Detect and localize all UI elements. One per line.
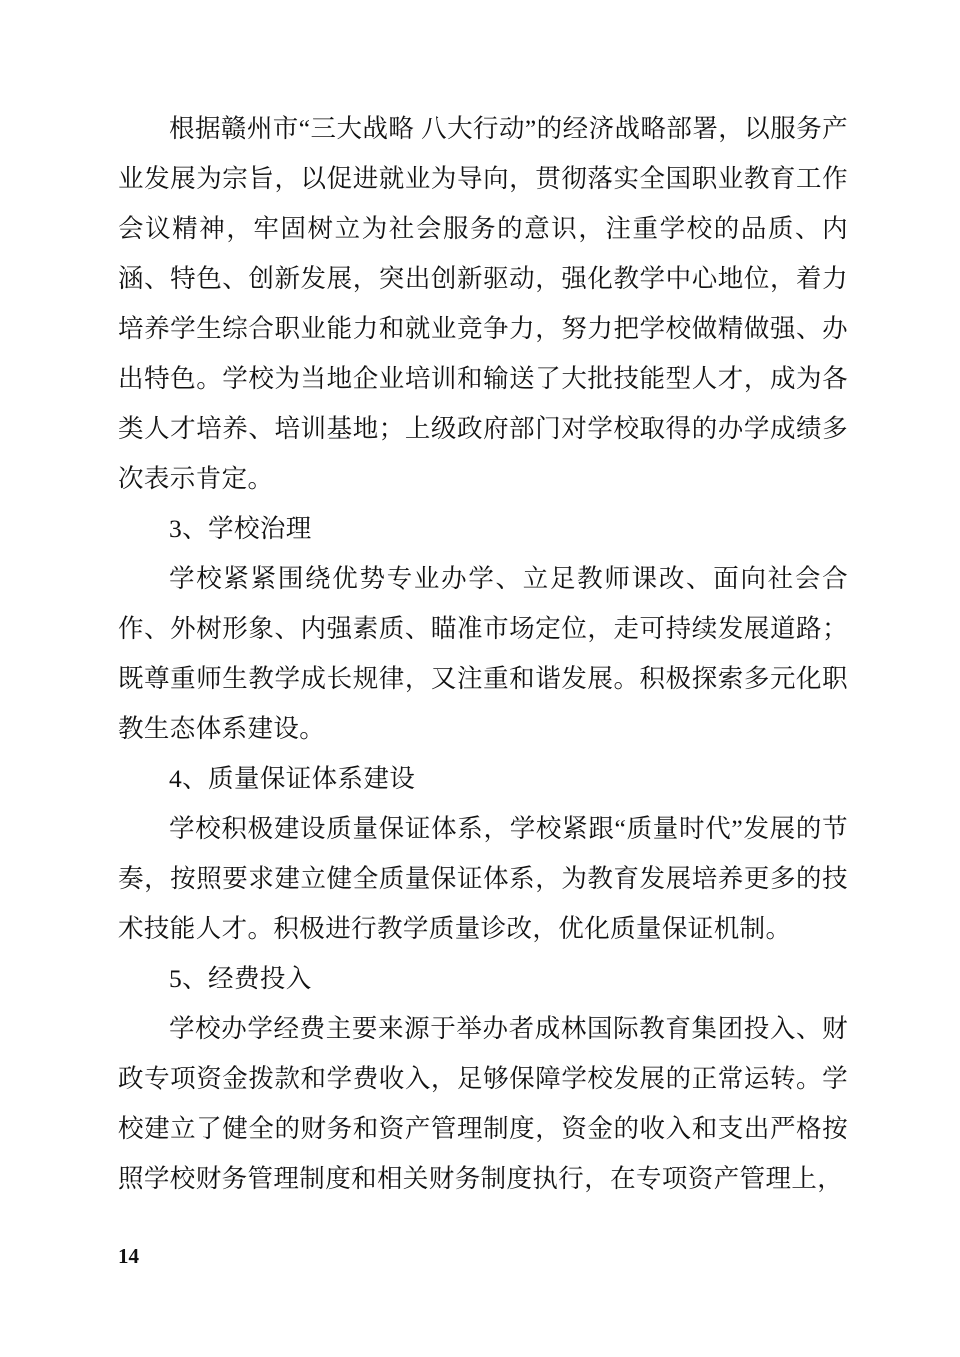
paragraph-strategy: 根据赣州市“三大战略 八大行动”的经济战略部署，以服务产业发展为宗旨，以促进就业为导向，贯彻落实全国职业教育工作会议精神，牢固树立为社会服务的意识，注重学校的品质、内涵、特色、创新发展，突出创新驱动，强化教学中心地位，着力培养学生综合职业能力和就业竞争力，努力把学校做精做强、办出特色。学校为当地企业培训和输送了大批技能型人才，成为各类人才培养、培训基地；上级政府部门对学校取得的办学成绩多次表示肯定。 [118,114,848,493]
paragraph-funding-investment: 学校办学经费主要来源于举办者成林国际教育集团投入、财政专项资金拨款和学费收入，足够保障学校发展的正常运转。学校建立了健全的财务和资产管理制度，资金的收入和支出严格按照学校财务管理制度和相关财务制度执行，在专项资产管理上， [118,1014,848,1193]
paragraph-quality-assurance: 学校积极建设质量保证体系，学校紧跟“质量时代”发展的节奏，按照要求建立健全质量保证体系，为教育发展培养更多的技术技能人才。积极进行教学质量诊改，优化质量保证机制。 [118,814,848,943]
page-body [118,104,848,1204]
heading-quality-assurance: 4、质量保证体系建设 [169,764,416,793]
paragraph-school-governance: 学校紧紧围绕优势专业办学、立足教师课改、面向社会合作、外树形象、内强素质、瞄准市场定位，走可持续发展道路；既尊重师生教学成长规律，又注重和谐发展。积极探索多元化职教生态体系建设。 [118,564,848,743]
heading-funding-investment: 5、经费投入 [169,964,312,993]
page-number: 14 [118,1244,139,1268]
heading-school-governance: 3、学校治理 [169,514,312,543]
